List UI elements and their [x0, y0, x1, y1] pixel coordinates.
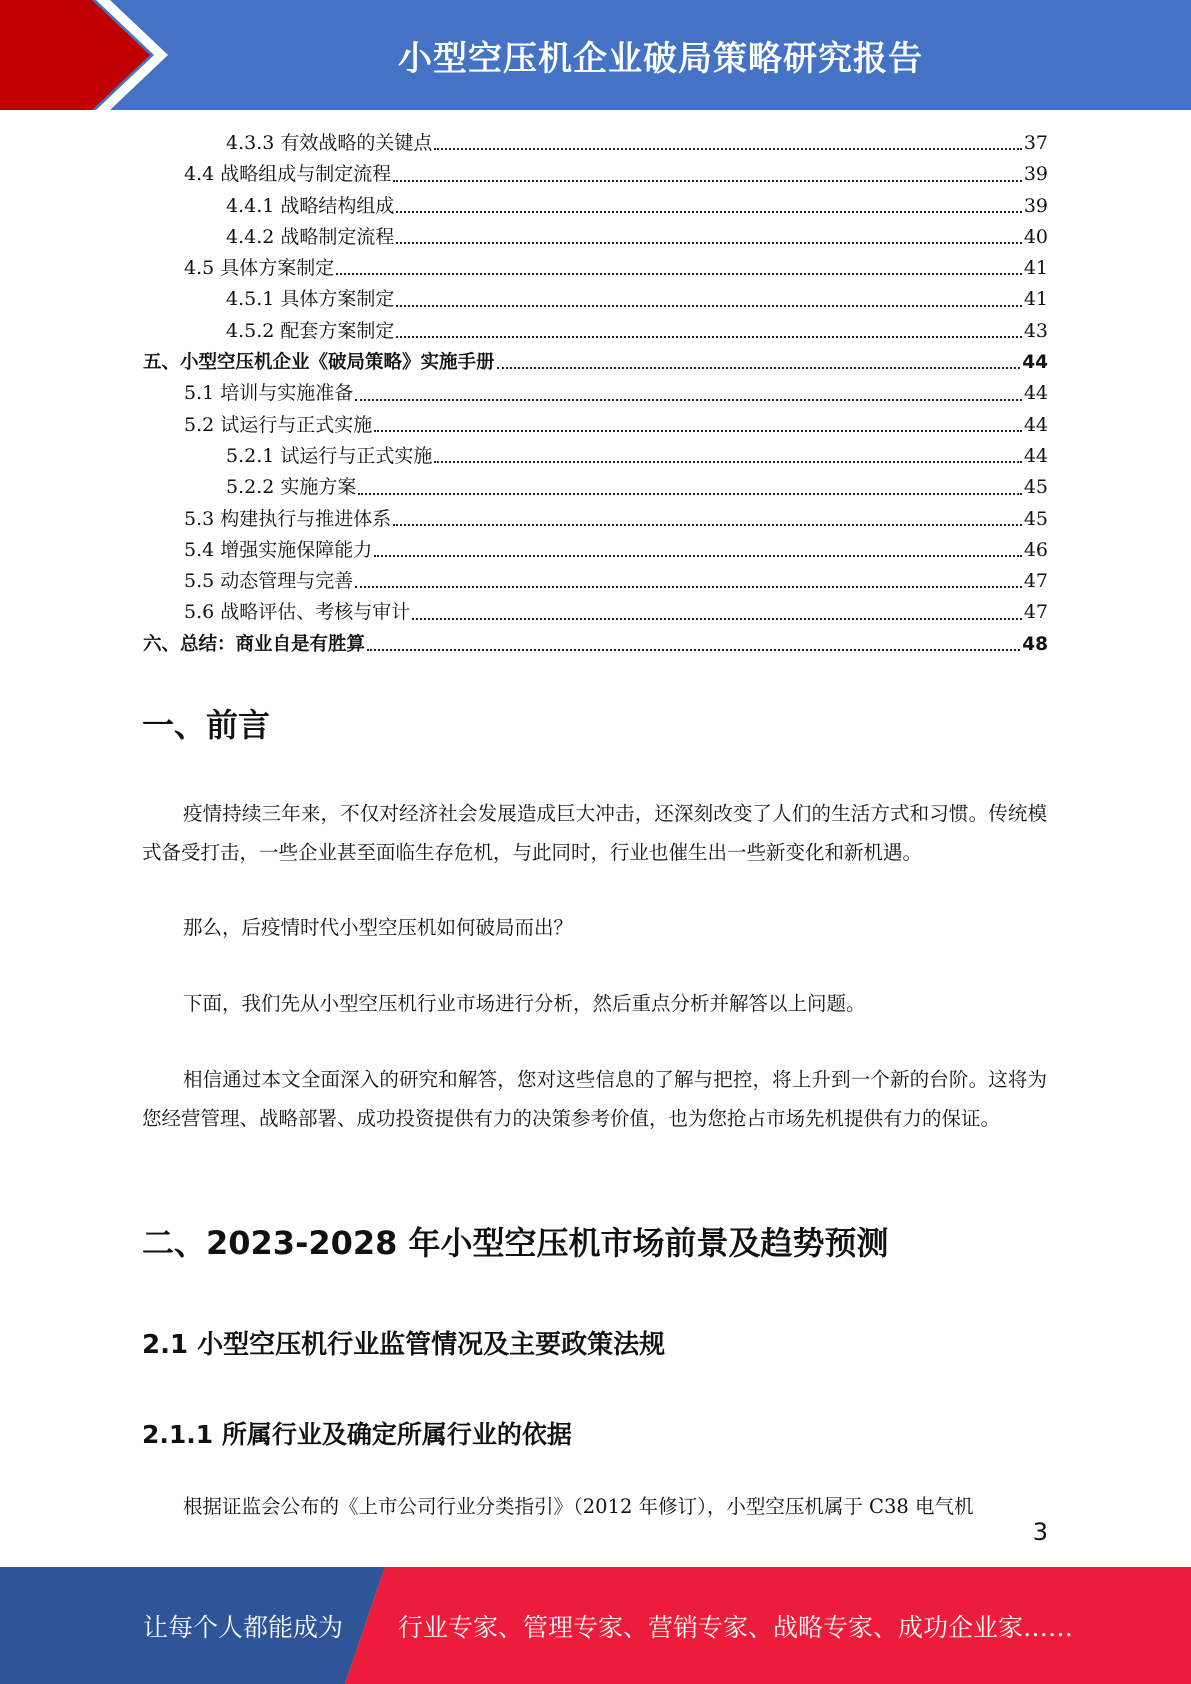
- table-of-contents: [143, 128, 1048, 660]
- toc-entry[interactable]: [143, 378, 1048, 409]
- toc-entry-title: 5.6 战略评估、考核与审计: [184, 601, 411, 624]
- toc-entry-title: 4.5.2 配套方案制定: [226, 319, 395, 342]
- toc-entry[interactable]: [143, 597, 1048, 628]
- toc-entry-page: 43: [1023, 319, 1048, 342]
- page-footer: [0, 1567, 1191, 1684]
- toc-entry-title: 4.4 战略组成与制定流程: [184, 163, 392, 186]
- toc-entry-title: 5.4 增强实施保障能力: [184, 538, 373, 561]
- page-header: [0, 0, 1191, 110]
- toc-dot-leader: [497, 367, 1021, 369]
- toc-dot-leader: [358, 493, 1021, 495]
- chapter-2-heading: 二、2023-2028 年小型空压机市场前景及趋势预测: [142, 1224, 889, 1262]
- toc-entry[interactable]: [143, 316, 1048, 347]
- toc-entry[interactable]: [143, 347, 1048, 378]
- toc-entry[interactable]: [143, 441, 1048, 472]
- section-2-1-1-paragraph: 根据证监会公布的《上市公司行业分类指引》（2012 年修订），小型空压机属于 C38 电气机: [183, 1495, 974, 1518]
- toc-entry-page: 44: [1022, 352, 1048, 374]
- toc-entry-title: 4.5.1 具体方案制定: [226, 288, 395, 311]
- toc-dot-leader: [374, 430, 1022, 432]
- preface-heading: 一、前言: [142, 706, 271, 744]
- report-title: 小型空压机企业破局策略研究报告: [398, 38, 923, 79]
- toc-entry[interactable]: [143, 253, 1048, 284]
- preface-paragraph-1: 疫情持续三年来，不仅对经济社会发展造成巨大冲击，还深刻改变了人们的生活方式和习惯。传统模式备受打击，一些企业甚至面临生存危机，与此同时，行业也催生出一些新变化和新机遇。: [142, 802, 1047, 864]
- toc-dot-leader: [396, 242, 1021, 244]
- toc-entry-page: 44: [1023, 382, 1048, 405]
- toc-entry[interactable]: [143, 629, 1048, 660]
- toc-entry-page: 45: [1023, 476, 1048, 499]
- toc-entry-title: 4.3.3 有效战略的关键点: [226, 132, 433, 154]
- toc-entry-page: 44: [1023, 444, 1048, 467]
- footer-slogan-left: 让每个人都能成为: [143, 1612, 344, 1642]
- preface-paragraph-4: 相信通过本文全面深入的研究和解答，您对这些信息的了解与把控，将上升到一个新的台阶。这将为您经营管理、战略部署、成功投资提供有力的决策参考价值，也为您抢占市场先机提供有力的保证。: [142, 1068, 1047, 1130]
- toc-dot-leader: [355, 586, 1022, 588]
- toc-entry-page: 47: [1023, 601, 1048, 624]
- toc-entry[interactable]: [143, 472, 1048, 503]
- toc-entry-title: 六、总结：商业自是有胜算: [143, 633, 366, 655]
- page-number: 3: [1032, 1518, 1048, 1546]
- toc-entry-page: 47: [1023, 570, 1048, 593]
- toc-entry[interactable]: [143, 504, 1048, 535]
- section-2-1-1-heading: 2.1.1 所属行业及确定所属行业的依据: [142, 1420, 572, 1449]
- section-2-1-heading: 2.1 小型空压机行业监管情况及主要政策法规: [142, 1330, 666, 1360]
- toc-entry-title: 4.4.2 战略制定流程: [226, 225, 395, 248]
- toc-entry-title: 5.2 试运行与正式实施: [184, 413, 373, 436]
- preface-paragraph-2: 那么，后疫情时代小型空压机如何破局而出？: [183, 916, 574, 939]
- toc-entry[interactable]: [143, 222, 1048, 253]
- footer-slogan-right: 行业专家、管理专家、营销专家、战略专家、成功企业家……: [398, 1612, 1074, 1642]
- toc-entry[interactable]: [143, 191, 1048, 222]
- toc-entry-page: 39: [1023, 163, 1048, 186]
- toc-entry-title: 4.4.1 战略结构组成: [226, 194, 395, 217]
- toc-entry-title: 五、小型空压机企业《破局策略》实施手册: [143, 352, 495, 374]
- toc-dot-leader: [434, 461, 1021, 463]
- toc-dot-leader: [396, 211, 1021, 213]
- toc-dot-leader: [396, 305, 1021, 307]
- toc-entry[interactable]: [143, 566, 1048, 597]
- toc-dot-leader: [374, 555, 1022, 557]
- toc-entry-page: 40: [1023, 225, 1048, 248]
- toc-entry-title: 5.3 构建执行与推进体系: [184, 507, 392, 530]
- toc-entry-page: 41: [1023, 257, 1048, 280]
- toc-entry-page: 37: [1023, 132, 1048, 154]
- toc-dot-leader: [393, 524, 1022, 526]
- toc-entry-page: 44: [1023, 413, 1048, 436]
- toc-dot-leader: [434, 148, 1021, 150]
- toc-entry-page: 45: [1023, 507, 1048, 530]
- toc-entry-page: 48: [1022, 633, 1048, 655]
- toc-entry-title: 5.2.2 实施方案: [226, 476, 357, 499]
- toc-entry-page: 46: [1023, 538, 1048, 561]
- toc-entry[interactable]: [143, 535, 1048, 566]
- toc-entry[interactable]: [143, 159, 1048, 190]
- preface-paragraph-3: 下面，我们先从小型空压机行业市场进行分析，然后重点分析并解答以上问题。: [183, 992, 866, 1015]
- toc-entry-page: 39: [1023, 194, 1048, 217]
- toc-entry-title: 5.5 动态管理与完善: [184, 570, 354, 593]
- toc-dot-leader: [393, 180, 1022, 182]
- toc-entry-page: 41: [1023, 288, 1048, 311]
- toc-entry[interactable]: [143, 410, 1048, 441]
- toc-dot-leader: [355, 399, 1022, 401]
- toc-dot-leader: [336, 273, 1022, 275]
- toc-entry-title: 5.2.1 试运行与正式实施: [226, 444, 433, 467]
- toc-entry[interactable]: [143, 284, 1048, 315]
- toc-dot-leader: [396, 336, 1021, 338]
- toc-entry-title: 5.1 培训与实施准备: [184, 382, 354, 405]
- toc-dot-leader: [367, 649, 1020, 651]
- toc-entry[interactable]: [143, 128, 1048, 159]
- toc-dot-leader: [412, 618, 1022, 620]
- toc-entry-title: 4.5 具体方案制定: [184, 257, 335, 280]
